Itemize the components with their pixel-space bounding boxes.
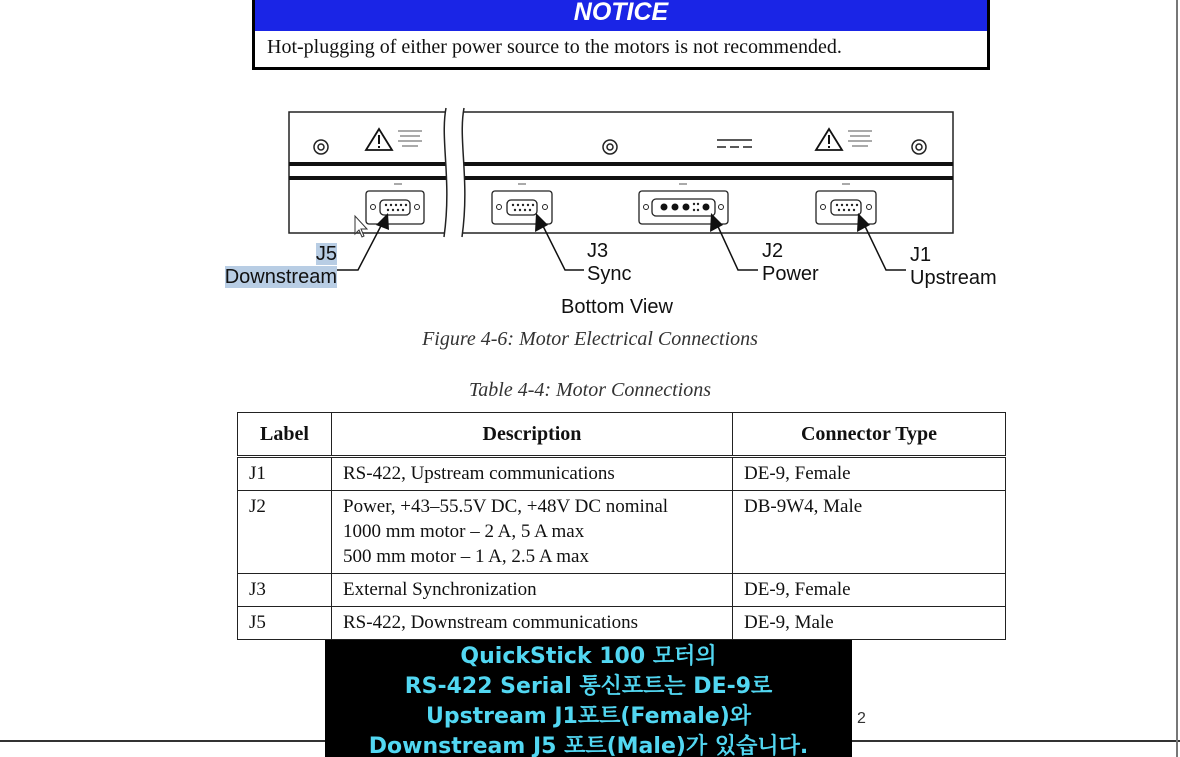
motor-connections-table xyxy=(237,412,1006,640)
cell-label: J1 xyxy=(238,457,332,491)
j3-name-label: Sync xyxy=(587,263,632,285)
description-line: 1000 mm motor – 2 A, 5 A max xyxy=(343,521,585,542)
cell-connector-type: DE-9, Female xyxy=(733,457,1006,491)
notice-text: Hot-plugging of either power source to the motors is not recommended. xyxy=(267,36,842,58)
header-description: Description xyxy=(332,413,733,457)
cell-connector-type: DE-9, Male xyxy=(733,607,1006,640)
bottom-view-label: Bottom View xyxy=(561,296,673,318)
subtitle-line: QuickStick 100 모터의 xyxy=(460,644,717,669)
j5-name-label: Downstream xyxy=(224,266,337,288)
cell-description: RS-422, Upstream communications xyxy=(332,457,733,491)
subtitle-line: RS-422 Serial 통신포트는 DE-9로 xyxy=(404,674,773,699)
j5-callout xyxy=(213,243,337,289)
cell-label: J5 xyxy=(238,607,332,640)
cell-description: External Synchronization xyxy=(332,574,733,607)
video-subtitle-overlay xyxy=(325,640,852,757)
cell-label: J3 xyxy=(238,574,332,607)
j3-callout xyxy=(587,240,631,286)
notice-box xyxy=(252,0,990,70)
j5-id-label: J5 xyxy=(315,243,337,265)
table-row xyxy=(238,574,1006,607)
j1-id-label: J1 xyxy=(910,244,932,266)
description-line: Power, +43–55.5V DC, +48V DC nominal xyxy=(343,496,669,517)
subtitle-line: Upstream J1포트(Female)와 xyxy=(425,704,752,729)
table-row xyxy=(238,491,1006,574)
subtitle-line: Downstream J5 포트(Male)가 있습니다. xyxy=(368,734,809,757)
cell-label: J2 xyxy=(238,491,332,574)
header-label: Label xyxy=(238,413,332,457)
mouse-cursor-icon xyxy=(355,216,367,237)
j3-id-label: J3 xyxy=(587,240,609,262)
cell-connector-type: DB-9W4, Male xyxy=(733,491,1006,574)
mount-hole-icon xyxy=(314,140,926,154)
j2-id-label: J2 xyxy=(762,240,784,262)
cell-description xyxy=(332,491,733,574)
connector-j2-icon xyxy=(639,184,728,224)
j2-callout xyxy=(762,240,819,286)
connector-j3-icon xyxy=(492,184,552,224)
dc-symbol-icon xyxy=(717,140,752,147)
j2-name-label: Power xyxy=(762,263,819,285)
table-header-row xyxy=(238,413,1006,457)
warning-icon xyxy=(366,129,842,150)
cell-description: RS-422, Downstream communications xyxy=(332,607,733,640)
connector-j5-icon xyxy=(366,184,424,224)
connector-j1-icon xyxy=(816,184,876,224)
notice-title: NOTICE xyxy=(255,0,987,31)
table-row xyxy=(238,607,1006,640)
figure-caption: Figure 4-6: Motor Electrical Connections xyxy=(422,328,758,350)
j1-name-label: Upstream xyxy=(910,267,997,289)
j1-callout xyxy=(910,244,997,290)
page-right-border xyxy=(1176,0,1178,757)
page-number: 2 xyxy=(857,710,866,727)
description-line: 500 mm motor – 1 A, 2.5 A max xyxy=(343,546,589,567)
cell-connector-type: DE-9, Female xyxy=(733,574,1006,607)
table-caption: Table 4-4: Motor Connections xyxy=(468,379,712,401)
header-connector-type: Connector Type xyxy=(733,413,1006,457)
table-row xyxy=(238,457,1006,491)
